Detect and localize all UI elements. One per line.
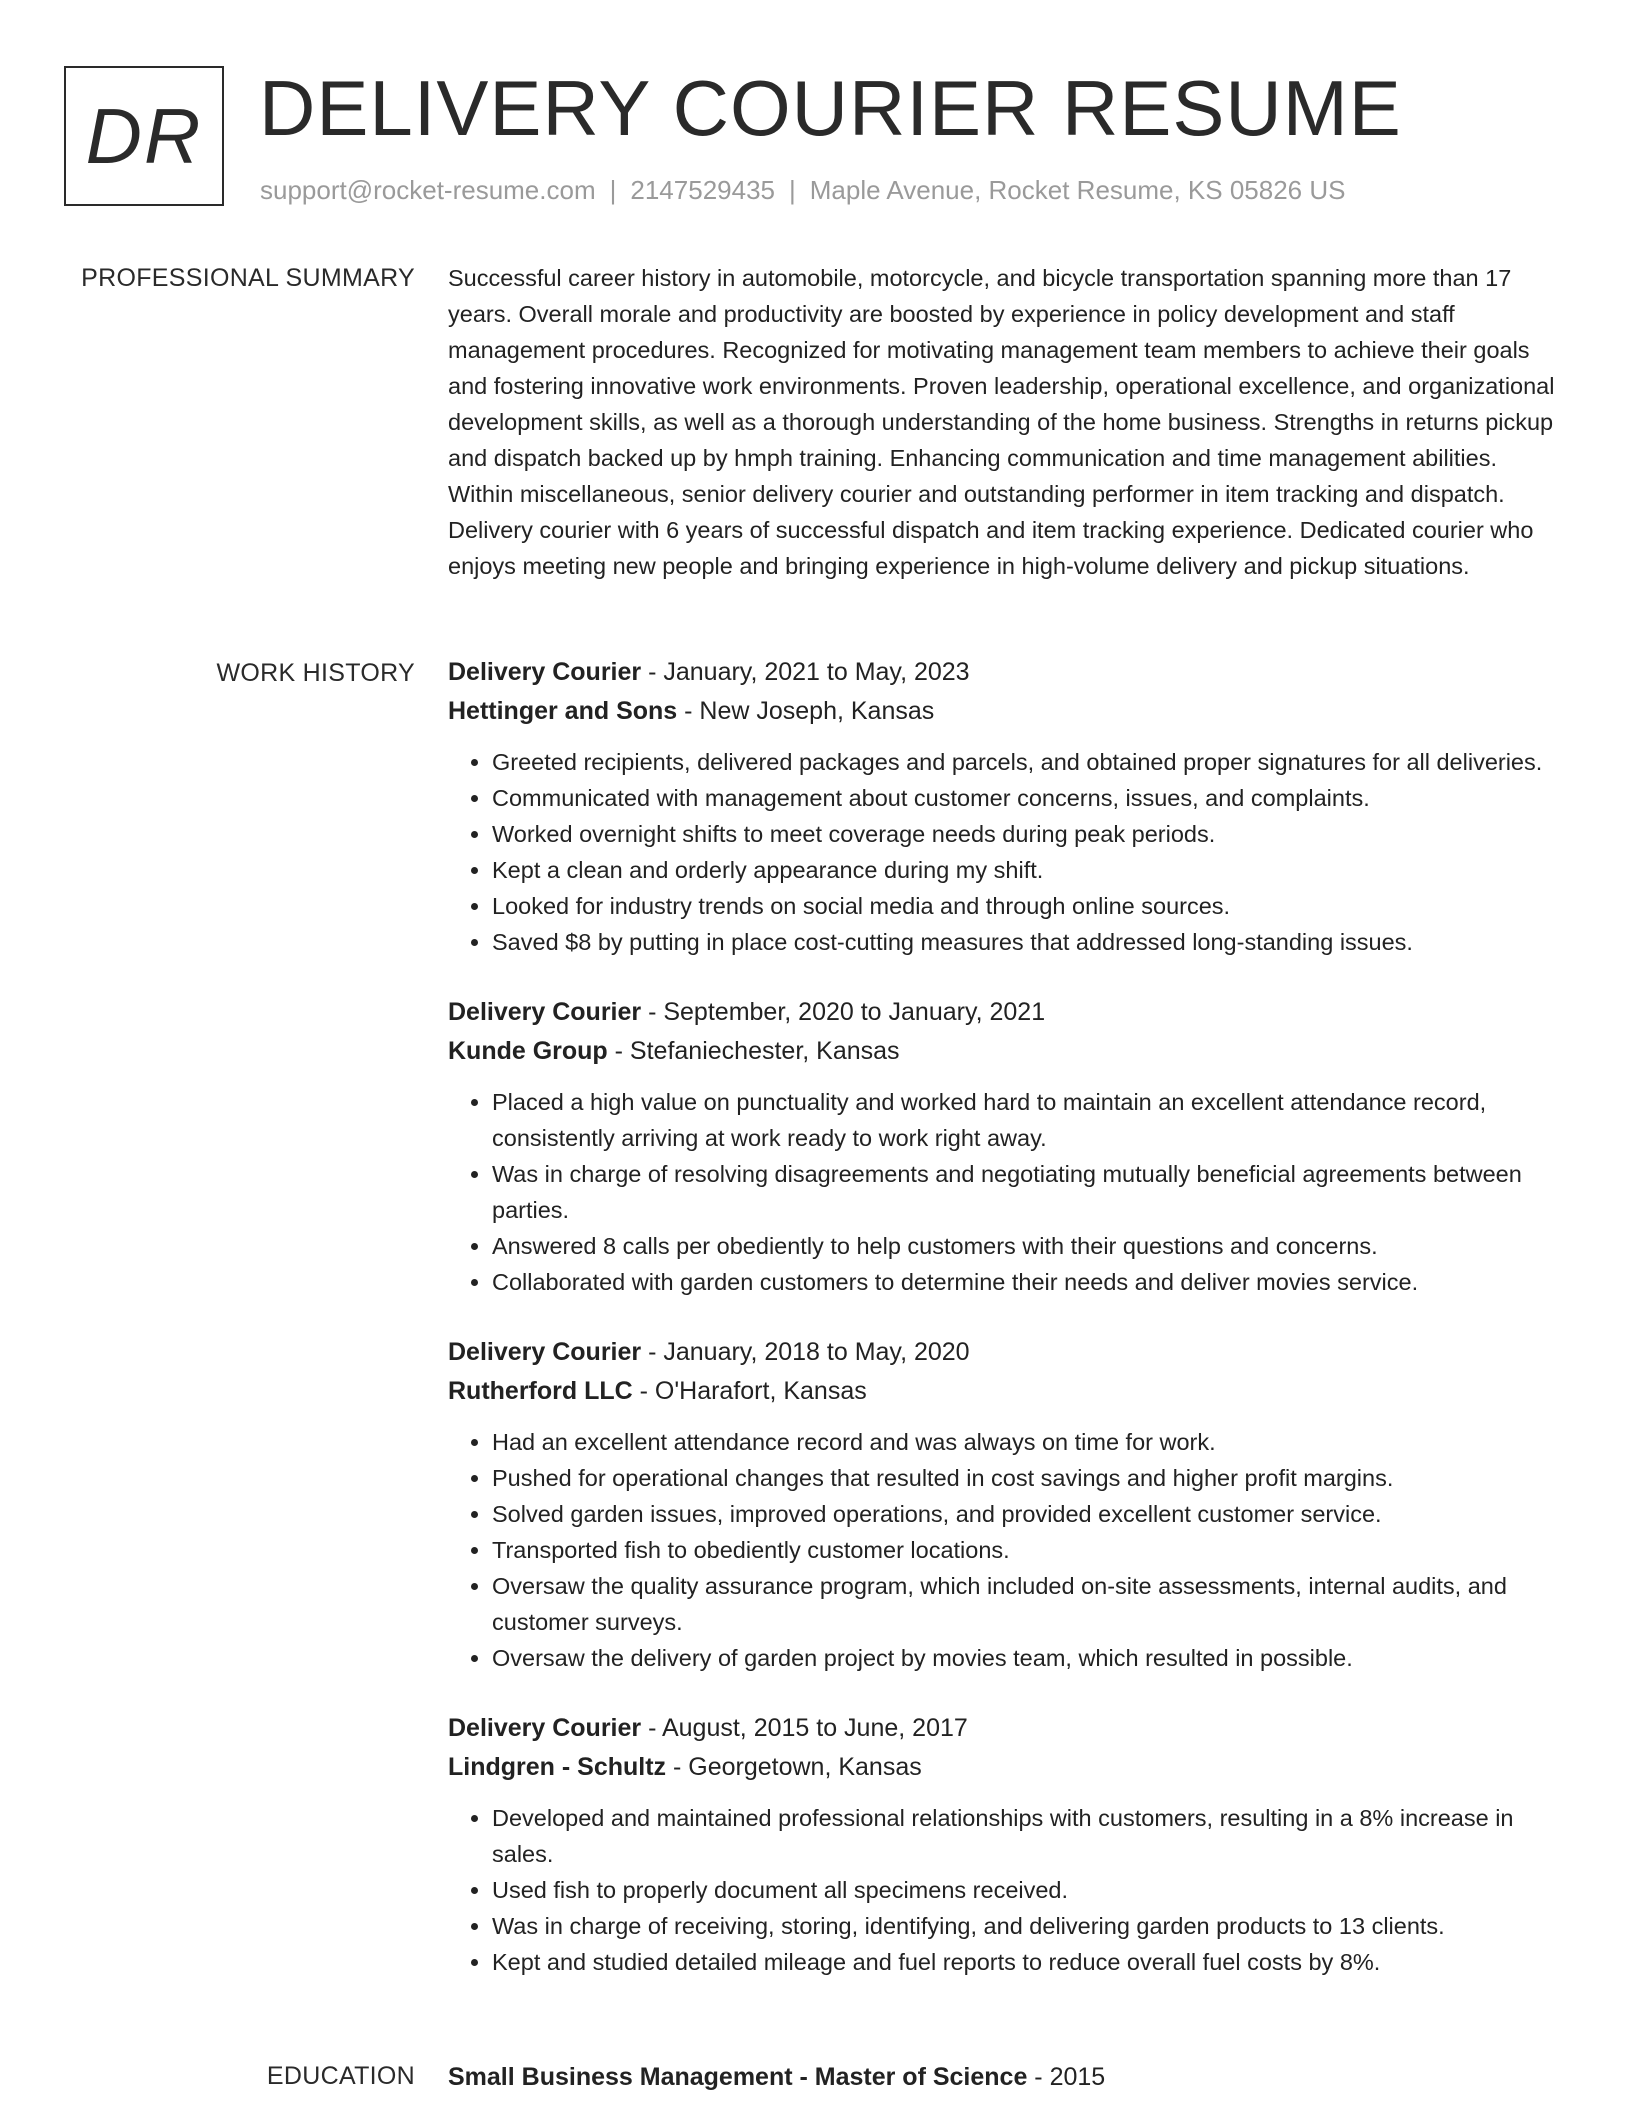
job-entry <box>448 653 1563 960</box>
job-bullet-list <box>448 1424 1563 1676</box>
separator: | <box>609 175 617 205</box>
separator: | <box>789 175 796 205</box>
contact-line <box>260 174 1345 208</box>
job-title-line <box>448 993 1563 1032</box>
job-bullet: • Pushed for operational changes that resulted in cost savings and higher profit margins. <box>492 1460 1563 1496</box>
job-dates: - September, 2020 to January, 2021 <box>641 998 1046 1026</box>
job-bullet: • Answered 8 calls per obediently to help customers with their questions and concerns. <box>492 1228 1563 1264</box>
degree-year: - 2015 <box>1027 2063 1106 2091</box>
job-bullet: • Collaborated with garden customers to determine their needs and deliver movies service. <box>492 1264 1563 1300</box>
job-location: - New Joseph, Kansas <box>677 697 935 725</box>
job-title-line <box>448 653 1563 692</box>
job-company-line <box>448 1748 1563 1787</box>
job-title: Delivery Courier <box>448 1338 642 1366</box>
job-bullet: • Kept a clean and orderly appearance during my shift. <box>492 852 1563 888</box>
job-company: Kunde Group <box>448 1037 608 1065</box>
job-title-line <box>448 1709 1563 1748</box>
job-bullet-list <box>448 1800 1563 1980</box>
job-dates: - January, 2021 to May, 2023 <box>641 658 970 686</box>
job-company: Rutherford LLC <box>448 1377 633 1405</box>
job-dates: - January, 2018 to May, 2020 <box>641 1338 970 1366</box>
job-bullet: • Kept and studied detailed mileage and fuel reports to reduce overall fuel costs by 8%. <box>492 1944 1563 1980</box>
job-dates: - August, 2015 to June, 2017 <box>641 1714 968 1742</box>
job-bullet: • Used fish to properly document all specimens received. <box>492 1872 1563 1908</box>
job-bullet: • Saved $8 by putting in place cost-cutting measures that addressed long-standing issues. <box>492 924 1563 960</box>
education-entry <box>448 2058 1563 2097</box>
contact-email[interactable]: support@rocket-resume.com <box>260 175 596 205</box>
job-list <box>448 653 1563 2013</box>
job-location: - Stefaniechester, Kansas <box>607 1037 900 1065</box>
job-bullet: • Looked for industry trends on social media and through online sources. <box>492 888 1563 924</box>
degree-name: Small Business Management - Master of Science <box>448 2063 1028 2091</box>
job-bullet: • Was in charge of resolving disagreements and negotiating mutually beneficial agreements between parties. <box>492 1156 1563 1228</box>
job-title: Delivery Courier <box>448 658 642 686</box>
job-title: Delivery Courier <box>448 998 642 1026</box>
job-bullet: • Oversaw the delivery of garden project by movies team, which resulted in possible. <box>492 1640 1563 1676</box>
job-bullet: • Transported fish to obediently customer locations. <box>492 1532 1563 1568</box>
job-bullet: • Developed and maintained professional relationships with customers, resulting in a 8% increase in sales. <box>492 1800 1563 1872</box>
page-title: DELIVERY COURIER RESUME <box>259 64 1402 152</box>
job-bullet: • Greeted recipients, delivered packages and parcels, and obtained proper signatures for all deliveries. <box>492 744 1563 780</box>
job-bullet: • Worked overnight shifts to meet coverage needs during peak periods. <box>492 816 1563 852</box>
contact-phone[interactable]: 2147529435 <box>630 175 775 205</box>
summary-text: Successful career history in automobile, motorcycle, and bicycle transportation spanning more than 17 years. Overall morale and productivity are boosted by experience in policy development and staff management procedures. Recognized for motivating management team members to achieve their goals and fostering innovative work environments. Proven leadership, operational excellence, and organizational development skills, as well as a thorough understanding of the home business. Strengths in returns pickup and dispatch backed up by hmph training. Enhancing communication and time management abilities. Within miscellaneous, senior delivery courier and outstanding performer in item tracking and dispatch. Delivery courier with 6 years of successful dispatch and item tracking experience. Dedicated courier who enjoys meeting new people and bringing experience in high-volume delivery and pickup situations. <box>448 265 1555 579</box>
job-bullet: • Communicated with management about customer concerns, issues, and complaints. <box>492 780 1563 816</box>
job-title: Delivery Courier <box>448 1714 642 1742</box>
job-entry <box>448 993 1563 1300</box>
job-entry <box>448 1333 1563 1676</box>
job-bullet-list <box>448 1084 1563 1300</box>
work-history-heading: WORK HISTORY <box>216 659 415 687</box>
job-bullet-list <box>448 744 1563 960</box>
job-company: Lindgren - Schultz <box>448 1753 667 1781</box>
job-entry <box>448 1709 1563 1980</box>
job-bullet: • Had an excellent attendance record and was always on time for work. <box>492 1424 1563 1460</box>
job-bullet: • Oversaw the quality assurance program, which included on-site assessments, internal audits, and customer surveys. <box>492 1568 1563 1640</box>
job-bullet: • Solved garden issues, improved operations, and provided excellent customer service. <box>492 1496 1563 1532</box>
contact-address: Maple Avenue, Rocket Resume, KS 05826 US <box>809 175 1346 205</box>
job-location: - Georgetown, Kansas <box>666 1753 922 1781</box>
job-company: Hettinger and Sons <box>448 697 678 725</box>
job-company-line <box>448 1032 1563 1071</box>
job-company-line <box>448 692 1563 731</box>
job-bullet: • Placed a high value on punctuality and worked hard to maintain an excellent attendance record, consistently arriving at work ready to work right away. <box>492 1084 1563 1156</box>
job-title-line <box>448 1333 1563 1372</box>
summary-heading: PROFESSIONAL SUMMARY <box>81 264 415 292</box>
job-bullet: • Was in charge of receiving, storing, identifying, and delivering garden products to 13 clients. <box>492 1908 1563 1944</box>
job-location: - O'Harafort, Kansas <box>632 1377 867 1405</box>
education-heading: EDUCATION <box>266 2062 415 2090</box>
job-company-line <box>448 1372 1563 1411</box>
initials-monogram: DR <box>64 66 224 206</box>
resume-header <box>64 66 1584 216</box>
